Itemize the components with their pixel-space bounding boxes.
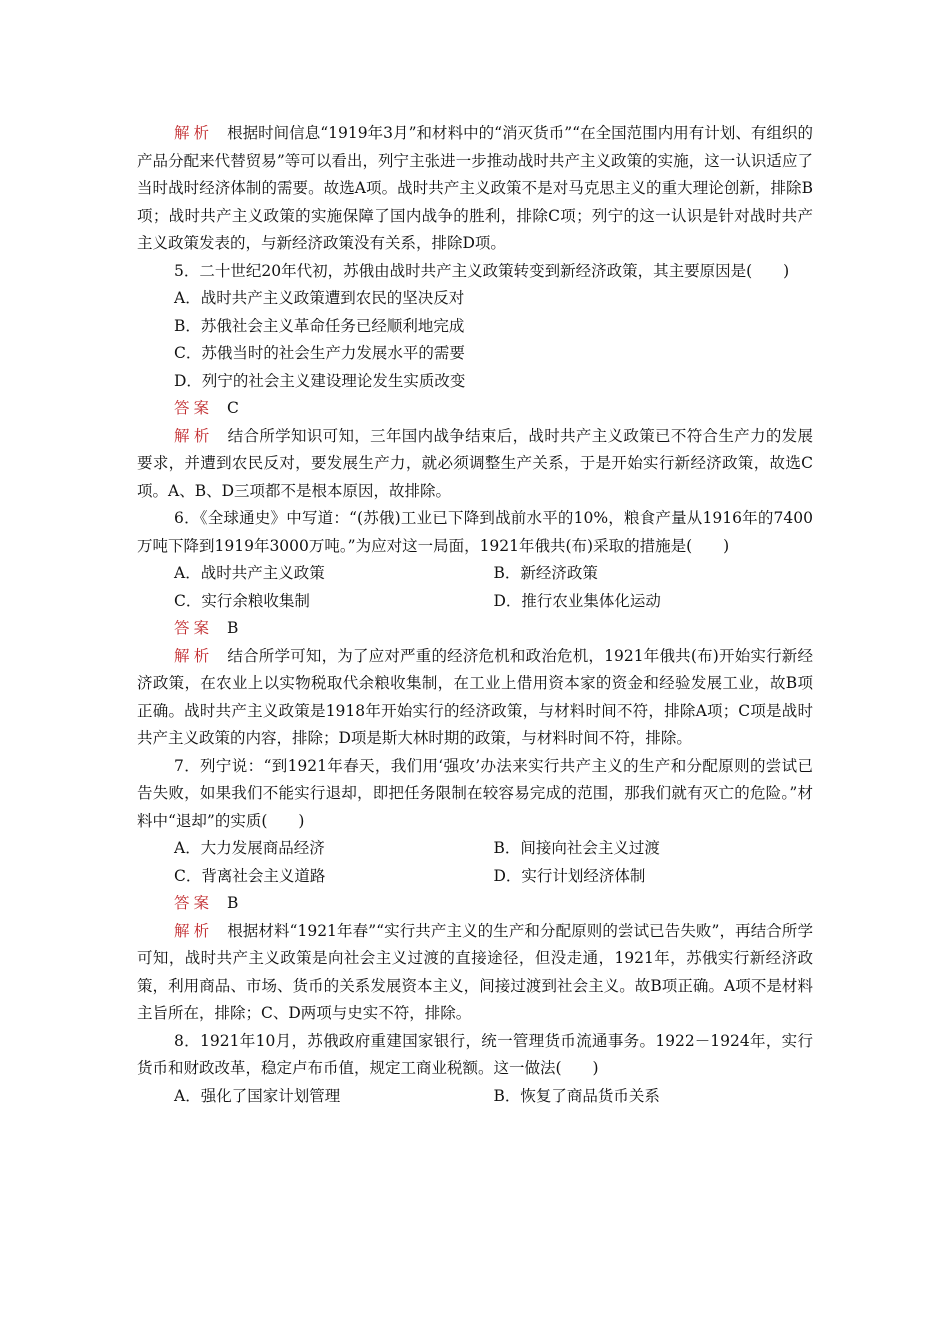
analysis-label: 解析 — [174, 124, 214, 142]
q7-answer — [137, 890, 813, 918]
q7-option-d: D．实行计划经济体制 — [493, 866, 646, 885]
analysis-label: 解析 — [174, 426, 214, 445]
q6-option-b: B．新经济政策 — [493, 564, 598, 582]
q6-option-d: D．推行农业集体化运动 — [493, 591, 661, 610]
q5-option-d: D．列宁的社会主义建设理论发生实质改变 — [174, 371, 466, 390]
answer-label: 答案 — [174, 619, 214, 637]
q8-option-b: B．恢复了商品货币关系 — [493, 1086, 660, 1105]
q4-analysis — [137, 120, 813, 258]
q6-answer-value: B — [227, 619, 239, 637]
q5-answer — [137, 395, 813, 423]
q6-stem: 6．《全球通史》中写道：“(苏俄)工业已下降到战前水平的10%，粮食产量从1916年的7400万吨下降到1919年3000万吨。”为应对这一局面，1921年俄共(布)采取的措施是( ) — [137, 509, 813, 555]
q5-option-a: A．战时共产主义政策遭到农民的坚决反对 — [174, 289, 465, 307]
q7-analysis-text: 根据材料“1921年春”“实行共产主义的生产和分配原则的尝试已告失败”，再结合所学可知，战时共产主义政策是向社会主义过渡的直接途径，但没走通，1921年，苏俄实行新经济政策，利用商品、市场、货币的关系发展资本主义，间接过渡到社会主义。故B项正确。A项不是材料主旨所在，排除；C、D两项与史实不符，排除。 — [137, 921, 813, 1022]
q7-option-c: C．背离社会主义道路 — [174, 866, 326, 885]
q6-options-row-1 — [137, 560, 813, 588]
q6-analysis — [137, 643, 813, 753]
q5-option-c: C．苏俄当时的社会生产力发展水平的需要 — [174, 344, 465, 362]
q6-analysis-text: 结合所学可知，为了应对严重的经济危机和政治危机，1921年俄共(布)开始实行新经济政策，在农业上以实物税取代余粮收集制，在工业上借用资本家的资金和经验发展工业，故B项正确。战时共产主义政策是1918年开始实行的经济政策，与材料时间不符，排除A项；C项是战时共产主义政策的内容，排除；D项是斯大林时期的政策，与材料时间不符，排除。 — [137, 646, 813, 747]
q7-answer-value: B — [227, 894, 239, 912]
q8-option-a: A．强化了国家计划管理 — [174, 1086, 341, 1105]
q6-answer — [137, 615, 813, 643]
q7-options-row-2 — [137, 863, 813, 891]
answer-label: 答案 — [174, 894, 214, 912]
analysis-label: 解析 — [174, 921, 214, 940]
q7-option-b: B．间接向社会主义过渡 — [493, 839, 660, 857]
q8-options-row-1 — [137, 1083, 813, 1111]
q6-option-a: A．战时共产主义政策 — [174, 564, 325, 582]
answer-label: 答案 — [174, 399, 214, 417]
analysis-label: 解析 — [174, 646, 214, 665]
q7-option-a: A．大力发展商品经济 — [174, 839, 325, 857]
document-page — [137, 120, 813, 1110]
q5-analysis — [137, 423, 813, 506]
q7-analysis — [137, 918, 813, 1028]
q6-option-c: C．实行余粮收集制 — [174, 591, 310, 610]
q4-analysis-text: 根据时间信息“1919年3月”和材料中的“消灭货币”“在全国范围内用有计划、有组织的产品分配来代替贸易”等可以看出，列宁主张进一步推动战时共产主义政策的实施，这一认识适应了当时战时经济体制的需要。故选A项。战时共产主义政策不是对马克思主义的重大理论创新，排除B项；战时共产主义政策的实施保障了国内战争的胜利，排除C项；列宁的这一认识是针对战时共产主义政策发表的，与新经济政策没有关系，排除D项。 — [137, 124, 813, 252]
q7-stem: 7．列宁说：“到1921年春天，我们用‘强攻’办法来实行共产主义的生产和分配原则的尝试已告失败，如果我们不能实行退却，即把任务限制在较容易完成的范围，那我们就有灭亡的危险。”材料中“退却”的实质( ) — [137, 756, 813, 830]
q5-answer-value: C — [227, 399, 239, 417]
q5-analysis-text: 结合所学知识可知，三年国内战争结束后，战时共产主义政策已不符合生产力的发展要求，并遭到农民反对，要发展生产力，就必须调整生产关系，于是开始实行新经济政策，故选C项。A、B、D三项都不是根本原因，故排除。 — [137, 426, 813, 500]
q6-options-row-2 — [137, 588, 813, 616]
q8-stem: 8．1921年10月，苏俄政府重建国家银行，统一管理货币流通事务。1922－1924年，实行货币和财政改革，稳定卢布币值，规定工商业税额。这一做法( ) — [137, 1031, 813, 1077]
q5-option-b: B．苏俄社会主义革命任务已经顺利地完成 — [174, 316, 465, 335]
q5-stem: 5．二十世纪20年代初，苏俄由战时共产主义政策转变到新经济政策，其主要原因是( ) — [174, 261, 790, 280]
q7-options-row-1 — [137, 835, 813, 863]
